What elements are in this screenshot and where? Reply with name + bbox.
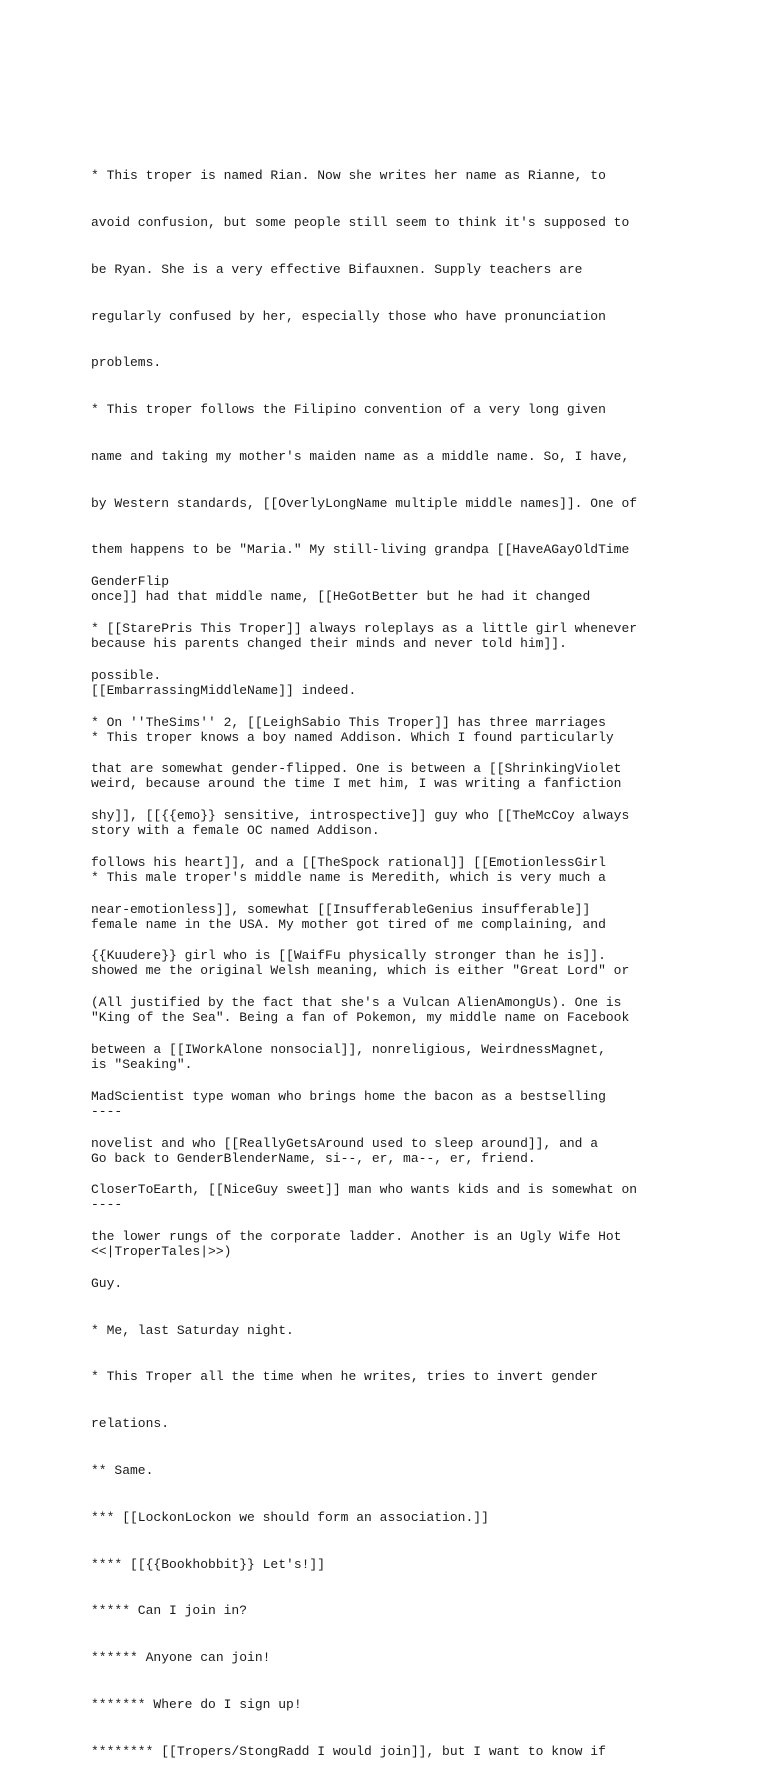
- text-line: female name in the USA. My mother got tired of me complaining, and: [91, 916, 606, 932]
- text-line: be Ryan. She is a very effective Bifauxnen. Supply teachers are: [91, 261, 583, 277]
- text-line: ****** Anyone can join!: [91, 1650, 271, 1666]
- text-line: near-emotionless]], somewhat [[InsufferableGenius insufferable]]: [91, 901, 591, 917]
- text-block-gender-flip: [91, 543, 637, 1791]
- text-line: avoid confusion, but some people still seem to think it's supposed to: [91, 214, 630, 230]
- text-line: showed me the original Welsh meaning, which is either "Great Lord" or: [91, 963, 630, 979]
- text-line: ******* Where do I sign up!: [91, 1696, 302, 1712]
- text-line: novelist and who [[ReallyGetsAround used to sleep around]], and a: [91, 1135, 599, 1151]
- text-line: ** Same.: [91, 1463, 154, 1479]
- text-line: because his parents changed their minds and never told him]].: [91, 636, 567, 651]
- section-heading: GenderFlip: [91, 574, 170, 590]
- text-line: problems.: [91, 355, 162, 371]
- text-line: "King of the Sea". Being a fan of Pokemon, my middle name on Facebook: [91, 1010, 630, 1026]
- text-line: the lower rungs of the corporate ladder. Another is an Ugly Wife Hot: [91, 1229, 622, 1245]
- text-line: * Me, last Saturday night.: [91, 1322, 294, 1338]
- text-line: that are somewhat gender-flipped. One is between a [[ShrinkingViolet: [91, 761, 622, 777]
- text-line: shy]], [[{{emo}} sensitive, introspective]] guy who [[TheMcCoy always: [91, 808, 630, 824]
- text-line: * This troper is named Rian. Now she writes her name as Rianne, to: [91, 168, 606, 184]
- text-line: * [[StarePris This Troper]] always roleplays as a little girl whenever: [91, 620, 638, 636]
- text-line: * This troper follows the Filipino convention of a very long given: [91, 402, 606, 418]
- text-line: {{Kuudere}} girl who is [[WaifFu physically stronger than he is]].: [91, 948, 606, 964]
- text-line: regularly confused by her, especially those who have pronunciation: [91, 308, 606, 324]
- text-line: ******** [[Tropers/StongRadd I would join]], but I want to know if: [91, 1743, 606, 1759]
- text-line: relations.: [91, 1416, 170, 1432]
- text-line: * On ''TheSims'' 2, [[LeighSabio This Troper]] has three marriages: [91, 714, 606, 730]
- text-line: (All justified by the fact that she's a Vulcan AlienAmongUs). One is: [91, 995, 622, 1011]
- text-line: ***** Can I join in?: [91, 1603, 248, 1619]
- text-line: **** [[{{Bookhobbit}} Let's!]]: [91, 1556, 326, 1572]
- text-line: Go back to GenderBlenderName, si--, er, ma--, er, friend.: [91, 1150, 536, 1166]
- text-line: is "Seaking".: [91, 1057, 193, 1073]
- text-line: story with a female OC named Addison.: [91, 823, 380, 839]
- text-line: Guy.: [91, 1275, 123, 1291]
- separator-line: ----: [91, 1197, 123, 1213]
- text-line: once]] had that middle name, [[HeGotBetter but he had it changed: [91, 589, 591, 605]
- text-line: weird, because around the time I met him, I was writing a fanfiction: [91, 776, 622, 792]
- text-line: CloserToEarth, [[NiceGuy sweet]] man who wants kids and is somewhat on: [91, 1182, 638, 1198]
- text-line: between a [[IWorkAlone nonsocial]], nonreligious, WeirdnessMagnet,: [91, 1042, 606, 1057]
- text-line: MadScientist type woman who brings home the bacon as a bestselling: [91, 1088, 606, 1104]
- separator-line: ----: [91, 1103, 123, 1119]
- text-line: follows his heart]], and a [[TheSpock rational]] [[EmotionlessGirl: [91, 854, 606, 870]
- text-line: *** [[LockonLockon we should form an association.]]: [91, 1509, 489, 1525]
- text-line: name and taking my mother's maiden name as a middle name. So, I have,: [91, 448, 630, 464]
- text-line: possible.: [91, 667, 162, 683]
- text-line: them happens to be "Maria." My still-living grandpa [[HaveAGayOldTime: [91, 542, 630, 558]
- text-line: * This male troper's middle name is Meredith, which is very much a: [91, 869, 606, 885]
- text-line: [[EmbarrassingMiddleName]] indeed.: [91, 682, 357, 698]
- text-line: <<|TroperTales|>>): [91, 1244, 232, 1260]
- text-line: by Western standards, [[OverlyLongName multiple middle names]]. One of: [91, 495, 638, 511]
- text-line: * This Troper all the time when he writes, tries to invert gender: [91, 1369, 599, 1385]
- text-line: * This troper knows a boy named Addison. Which I found particularly: [91, 729, 614, 745]
